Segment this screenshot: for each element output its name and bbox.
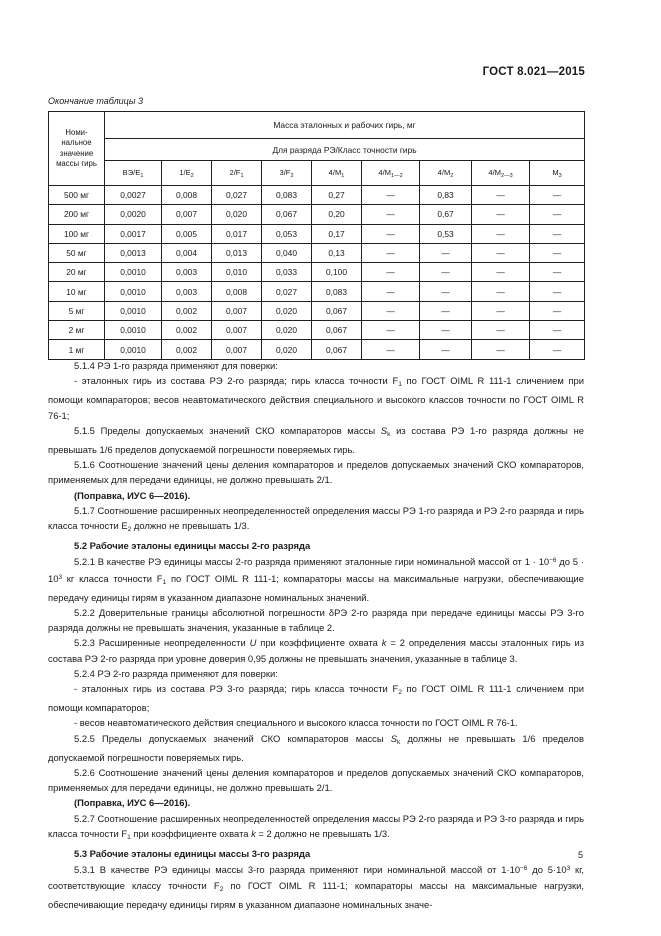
table-row: [49, 301, 585, 320]
table-cell: 0,083: [262, 186, 312, 205]
table-cell: 0,083: [312, 282, 362, 301]
table-cell: 0,100: [312, 263, 362, 282]
nominal-mass-cell: 200 мг: [49, 205, 105, 224]
column-header: $ВЭ/Е_1$: [105, 161, 162, 186]
table-cell: 0,13: [312, 243, 362, 262]
nominal-mass-cell: 5 мг: [49, 301, 105, 320]
table-cell: —: [530, 243, 585, 262]
table-row: [49, 186, 585, 205]
table-cell: —: [420, 301, 472, 320]
table-cell: 0,020: [212, 205, 262, 224]
table-row: [49, 224, 585, 243]
table-cell: 0,0027: [105, 186, 162, 205]
table-cell: —: [472, 340, 530, 359]
table-cell: —: [362, 205, 420, 224]
nominal-mass-cell: 100 мг: [49, 224, 105, 243]
table-cell: —: [530, 205, 585, 224]
section-5-3-title: 5.3 Рабочие эталоны единицы массы 3-го разряда: [74, 848, 311, 860]
table-cell: 0,020: [262, 301, 312, 320]
table-cell: 0,002: [162, 340, 212, 359]
para-5-2-7: 5.2.7 Соотношение расширенных неопределенностей определения массы РЭ 2-го разряда и РЭ 3-го разряда и гирь класса точности $F_1$ при коэффициенте охвата k = 2 должно не превышать 1/3.: [48, 812, 584, 841]
table-cell: —: [530, 321, 585, 340]
para-5-1-6: 5.1.6 Соотношение значений цены деления компараторов и пределов допускаемых значений СКО компараторов, применяемых для передачи единицы, не должно превышать 2/1.: [48, 459, 584, 486]
table-cell: 0,0010: [105, 301, 162, 320]
table-cell: 0,067: [312, 301, 362, 320]
table-row: [49, 340, 585, 359]
table-row: [49, 321, 585, 340]
table-cell: 0,0013: [105, 243, 162, 262]
table-cell: 0,004: [162, 243, 212, 262]
table-cell: —: [472, 321, 530, 340]
para-5-2-5: 5.2.5 Пределы допускаемых значений СКО компараторов массы $S_k$ должны не превышать 1/6 пределов допускаемой погрешности поверяемых гирь.: [48, 732, 585, 763]
table-cell: —: [420, 243, 472, 262]
para-5-2-4-item-1: - эталонных гирь из состава РЭ 3-го разряда; гирь класса точности $F_2$ по ГОСТ OIML R 111-1 сличением при помощи компараторов;: [48, 683, 584, 714]
table-cell: 0,0010: [105, 282, 162, 301]
amendment-note: (Поправка, ИУС 6—2016).: [74, 489, 191, 501]
table-cell: —: [420, 321, 472, 340]
table-cell: —: [362, 321, 420, 340]
para-5-1-4: 5.1.4 РЭ 1-го разряда применяют для поверки:: [74, 360, 278, 371]
table-cell: —: [472, 243, 530, 262]
column-header: $4/М_{2—3}$: [472, 161, 530, 186]
table-cell: 0,008: [212, 282, 262, 301]
table-cell: 0,033: [262, 263, 312, 282]
table-caption: Окончание таблицы 3: [48, 96, 143, 106]
column-header: $4/М_2$: [420, 161, 472, 186]
table-cell: —: [472, 224, 530, 243]
page-number: 5: [577, 850, 583, 860]
table-cell: 0,0010: [105, 263, 162, 282]
column-header: $2/F_1$: [212, 161, 262, 186]
table-cell: 0,007: [212, 340, 262, 359]
table-cell: 0,20: [312, 205, 362, 224]
nominal-mass-cell: 1 мг: [49, 340, 105, 359]
table-cell: —: [530, 340, 585, 359]
table-cell: 0,053: [262, 224, 312, 243]
para-5-1-4-item: - эталонных гирь из состава РЭ 2-го разряда; гирь класса точности $F_1$ по ГОСТ OIML R 111-1 сличением при помощи компараторов; весов неавтоматического действия специального и высокого классов точности по ГОСТ OIML R 76-1;: [48, 375, 584, 421]
table-cell: 0,013: [212, 243, 262, 262]
para-5-1-7: 5.1.7 Соотношение расширенных неопределенностей определения массы РЭ 1-го разряда и РЭ 2-го разряда и гирь класса точности $E_2$ должно не превышать 1/3.: [48, 504, 584, 534]
para-5-2-4-item-2: - весов неавтоматического действия специального и высокого класса точности по ГОСТ OIML R 76-1.: [74, 717, 518, 729]
nominal-mass-cell: 10 мг: [49, 282, 105, 301]
table-cell: —: [472, 263, 530, 282]
table-cell: 0,007: [212, 321, 262, 340]
table-row: [49, 282, 585, 301]
nominal-mass-cell: 20 мг: [49, 263, 105, 282]
table-cell: 0,0010: [105, 321, 162, 340]
para-5-2-3: 5.2.3 Расширенные неопределенности U при коэффициенте охвата k = 2 определения массы эталонных гирь из состава РЭ 2-го разряда при уровне доверия 0,95 должны не превышать значения, указанные в таблице 3.: [48, 637, 585, 664]
column-header: $4/М_1$: [312, 161, 362, 186]
table-cell: 0,040: [262, 243, 312, 262]
table-cell: —: [362, 243, 420, 262]
nominal-mass-header: Номи- нальное значение массы гирь: [49, 112, 105, 186]
nominal-mass-cell: 2 мг: [49, 321, 105, 340]
table-cell: 0,020: [262, 340, 312, 359]
table-cell: —: [530, 282, 585, 301]
table-cell: 0,017: [212, 224, 262, 243]
table-cell: —: [362, 282, 420, 301]
table-cell: 0,005: [162, 224, 212, 243]
table-cell: —: [530, 186, 585, 205]
table-cell: 0,002: [162, 321, 212, 340]
table-cell: 0,067: [312, 321, 362, 340]
section-5-2-title: 5.2 Рабочие эталоны единицы массы 2-го разряда: [74, 540, 311, 552]
table-cell: 0,003: [162, 282, 212, 301]
table-cell: 0,010: [212, 263, 262, 282]
table-cell: 0,17: [312, 224, 362, 243]
table-cell: —: [362, 186, 420, 205]
table-cell: —: [420, 263, 472, 282]
table-cell: 0,27: [312, 186, 362, 205]
para-5-3-1: 5.3.1 В качестве РЭ единицы массы 3-го разряда применяют гири номинальной массой от $1\cdot 10^{-6}$ до $5\cdot 10^3$ кг, соответствующие классу точности $F_2$ по ГОСТ OIML R 111-1; компараторы массы на максимальные нагрузки, обеспечивающие передачу единицы гирям в указанном диапазоне номинальных значе-: [48, 864, 584, 910]
table-cell: 0,020: [262, 321, 312, 340]
table-cell: —: [472, 301, 530, 320]
table-cell: —: [362, 340, 420, 359]
table-row: [49, 205, 585, 224]
table-cell: 0,027: [262, 282, 312, 301]
class-header: Для разряда РЭ/Класс точности гирь: [105, 139, 585, 161]
amendment-note: (Поправка, ИУС 6—2016).: [74, 797, 191, 809]
para-5-2-2: 5.2.2 Доверительные границы абсолютной погрешности δРЭ 2-го разряда при передаче единицы массы РЭ 3-го разряда должны не превышать значения, указанные в таблице 2.: [48, 607, 584, 634]
column-header: $3/F_2$: [262, 161, 312, 186]
para-5-2-4: 5.2.4 РЭ 2-го разряда применяют для поверки:: [74, 667, 278, 679]
para-5-2-1: 5.2.1 В качестве РЭ единицы массы 2-го разряда применяют эталонные гири номинальной массой от $1 \cdot 10^{-6}$ до $5 \cdot 10^3$ кг класса точности $F_1$ по ГОСТ OIML R 111-1; компараторы массы на максимальные нагрузки, обеспечивающие передачу единицы гирям в указанном диапазоне номинальных значений.: [48, 556, 584, 603]
table-cell: 0,067: [262, 205, 312, 224]
mass-header: Масса эталонных и рабочих гирь, мг: [105, 112, 585, 139]
para-5-2-6: 5.2.6 Соотношение значений цены деления компараторов и пределов допускаемых значений СКО компараторов, применяемых для передачи единицы, не должно превышать 2/1.: [48, 767, 584, 794]
table-cell: —: [420, 340, 472, 359]
table-cell: —: [362, 224, 420, 243]
table-cell: —: [472, 186, 530, 205]
table-cell: 0,67: [420, 205, 472, 224]
table-cell: 0,027: [212, 186, 262, 205]
table-cell: —: [420, 282, 472, 301]
column-header: $1/Е_2$: [162, 161, 212, 186]
table-cell: —: [472, 205, 530, 224]
table-cell: 0,007: [212, 301, 262, 320]
table-cell: 0,002: [162, 301, 212, 320]
table-row: [49, 243, 585, 262]
table-cell: —: [530, 224, 585, 243]
body-text: [48, 358, 584, 912]
nominal-mass-cell: 50 мг: [49, 243, 105, 262]
para-5-1-5: 5.1.5 Пределы допускаемых значений СКО компараторов массы $S_k$ из состава РЭ 1-го разряда должны не превышать 1/6 пределов допускаемой погрешности поверяемых гирь.: [48, 424, 584, 456]
table-cell: 0,83: [420, 186, 472, 205]
table-cell: —: [362, 301, 420, 320]
column-header: $4/М_{1—2}$: [362, 161, 420, 186]
table-cell: —: [472, 282, 530, 301]
standard-designation: ГОСТ 8.021—2015: [482, 66, 585, 78]
table-cell: 0,008: [162, 186, 212, 205]
table-cell: 0,0017: [105, 224, 162, 243]
table-cell: 0,003: [162, 263, 212, 282]
table-cell: —: [530, 301, 585, 320]
table-cell: 0,007: [162, 205, 212, 224]
nominal-mass-cell: 500 мг: [49, 186, 105, 205]
table-row: [49, 263, 585, 282]
table-cell: 0,067: [312, 340, 362, 359]
table-cell: 0,53: [420, 224, 472, 243]
table-cell: —: [362, 263, 420, 282]
table-cell: 0,0010: [105, 340, 162, 359]
table-cell: 0,0020: [105, 205, 162, 224]
mass-tolerance-table: [48, 111, 585, 360]
column-header: $М_3$: [530, 161, 585, 186]
table-cell: —: [530, 263, 585, 282]
